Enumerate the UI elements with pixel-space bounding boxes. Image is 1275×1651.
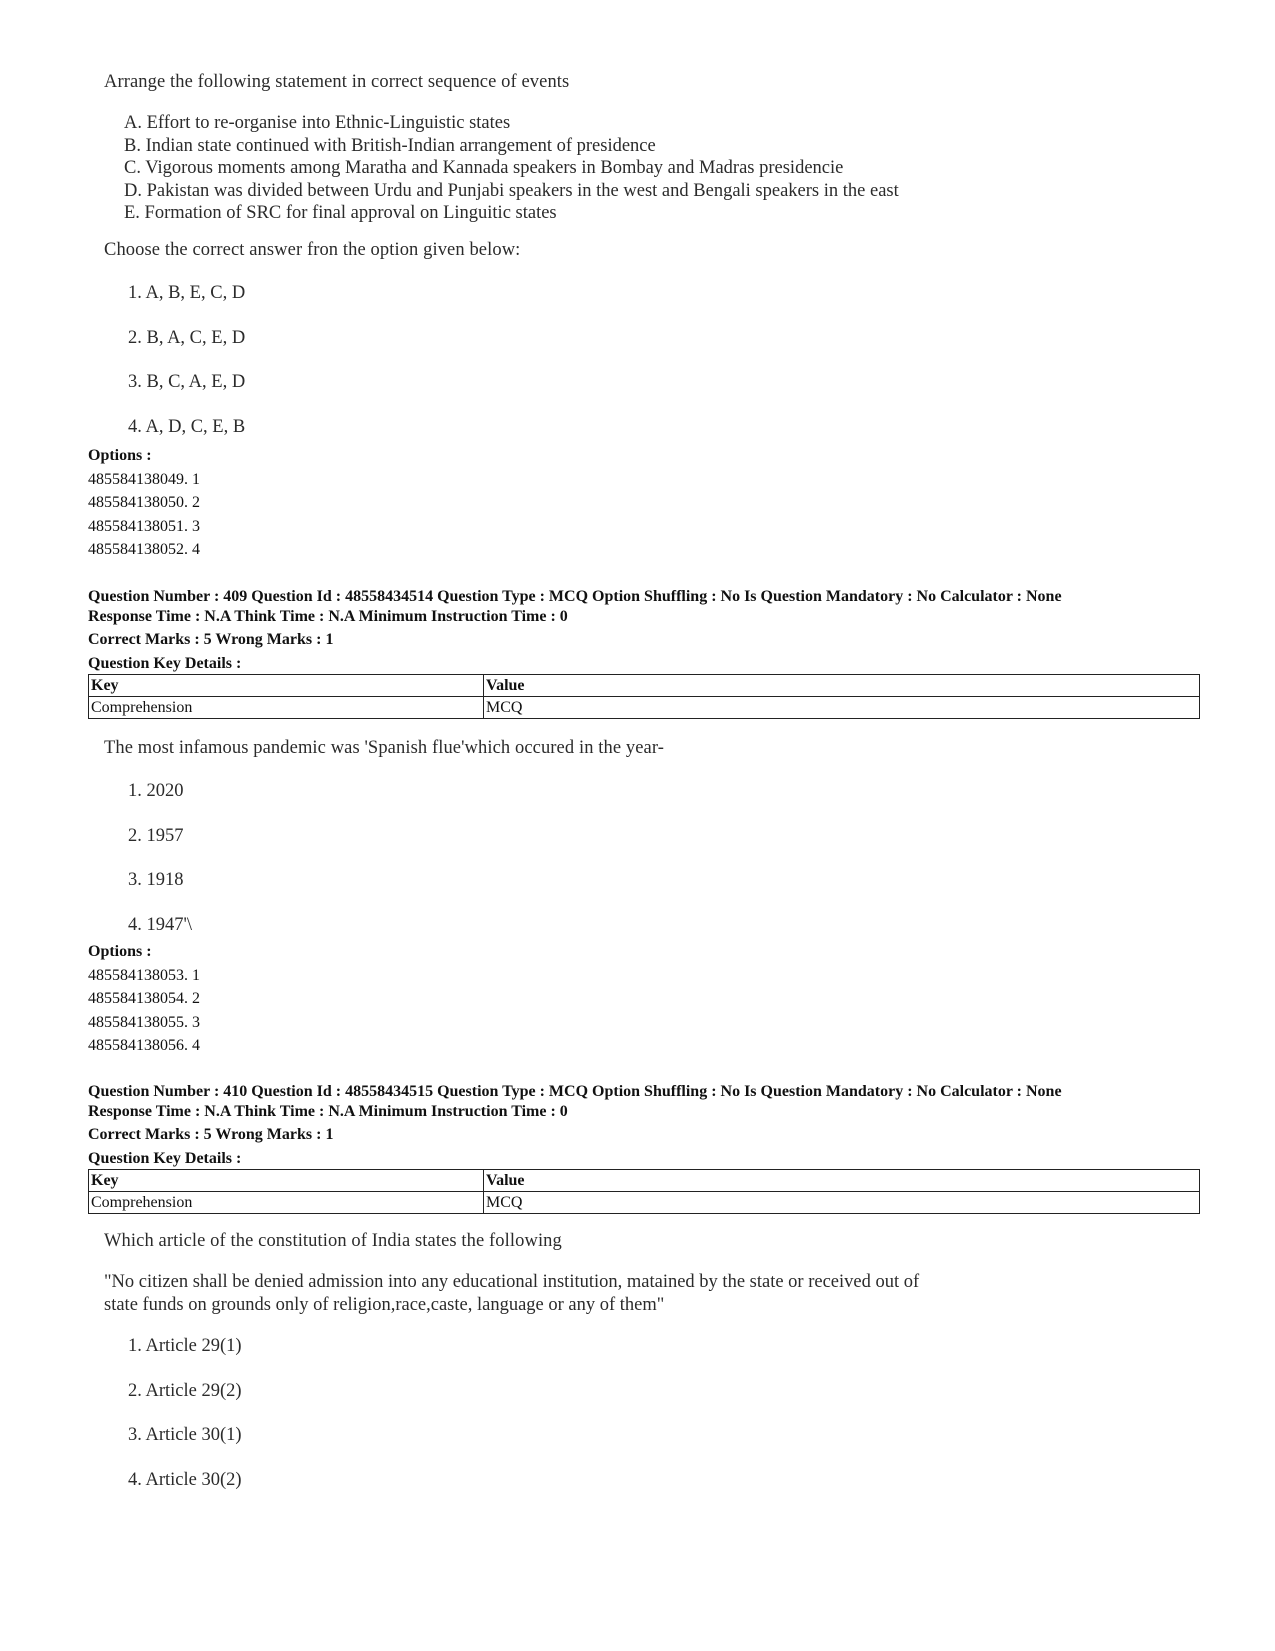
option-id: 485584138056. 4 <box>88 1037 200 1054</box>
choice-item: 2. 1957 <box>128 825 184 846</box>
q408-choices <box>128 282 245 460</box>
statement-item: D. Pakistan was divided between Urdu and Punjabi speakers in the west and Bengali speakers in the east <box>124 180 899 201</box>
question-meta-line: Question Number : 410 Question Id : 48558434515 Question Type : MCQ Option Shuffling : No Is Question Mandatory : No Calculator : None <box>88 1083 1062 1100</box>
option-id: 485584138049. 1 <box>88 470 200 488</box>
question-meta-line: Response Time : N.A Think Time : N.A Minimum Instruction Time : 0 <box>88 1102 568 1120</box>
q409-meta <box>88 587 1198 673</box>
q408-instruction: Choose the correct answer fron the option given below: <box>104 240 521 260</box>
choice-item: 3. 1918 <box>128 870 184 890</box>
choice-item: 3. Article 30(1) <box>128 1425 242 1445</box>
option-id: 485584138052. 4 <box>88 541 200 558</box>
q409-options <box>88 940 200 1058</box>
q408-options <box>88 444 200 562</box>
q408-prompt: Arrange the following statement in correct sequence of events <box>104 72 570 92</box>
q410-key-table <box>88 1169 1200 1214</box>
statement-item: C. Vigorous moments among Maratha and Kannada speakers in Bombay and Madras presidencie <box>124 158 844 178</box>
question-marks: Correct Marks : 5 Wrong Marks : 1 <box>88 631 334 648</box>
value-header-cell: Value <box>484 1170 1200 1192</box>
question-meta-line: Question Number : 409 Question Id : 48558434514 Question Type : MCQ Option Shuffling : No Is Question Mandatory : No Calculator : None <box>88 588 1062 605</box>
value-cell: MCQ <box>484 1192 1200 1214</box>
q410-meta <box>88 1082 1198 1168</box>
option-id: 485584138053. 1 <box>88 966 200 984</box>
option-id: 485584138050. 2 <box>88 494 200 511</box>
statement-item: E. Formation of SRC for final approval on Linguitic states <box>124 203 557 223</box>
options-header: Options : <box>88 447 152 464</box>
question-meta-line: Response Time : N.A Think Time : N.A Minimum Instruction Time : 0 <box>88 607 568 625</box>
choice-item: 1. A, B, E, C, D <box>128 283 246 303</box>
statement-item: B. Indian state continued with British-Indian arrangement of presidence <box>124 135 656 156</box>
option-id: 485584138055. 3 <box>88 1013 200 1031</box>
option-id: 485584138054. 2 <box>88 990 200 1007</box>
choice-item: 3. B, C, A, E, D <box>128 372 246 392</box>
value-cell: MCQ <box>484 697 1200 719</box>
q410-choices <box>128 1335 242 1513</box>
table-header-row <box>89 675 1200 697</box>
q410-prompt: Which article of the constitution of India states the following <box>104 1231 562 1251</box>
key-cell: Comprehension <box>89 1192 484 1214</box>
q409-choices <box>128 780 192 958</box>
key-details-label: Question Key Details : <box>88 654 242 672</box>
choice-item: 1. Article 29(1) <box>128 1336 242 1356</box>
choice-item: 2. Article 29(2) <box>128 1380 242 1401</box>
table-row <box>89 1192 1200 1214</box>
key-cell: Comprehension <box>89 697 484 719</box>
choice-item: 4. A, D, C, E, B <box>128 416 246 437</box>
quote-line: "No citizen shall be denied admission into any educational institution, matained by the state or received out of <box>104 1272 920 1292</box>
choice-item: 4. 1947'\ <box>128 914 192 935</box>
table-header-row <box>89 1170 1200 1192</box>
quote-line: state funds on grounds only of religion,race,caste, language or any of them" <box>104 1295 665 1315</box>
key-header-cell: Key <box>89 675 484 697</box>
q409-key-table <box>88 674 1200 719</box>
value-header-cell: Value <box>484 675 1200 697</box>
choice-item: 2. B, A, C, E, D <box>128 327 246 348</box>
statement-item: A. Effort to re-organise into Ethnic-Linguistic states <box>124 113 511 133</box>
option-id: 485584138051. 3 <box>88 517 200 535</box>
q409-prompt: The most infamous pandemic was 'Spanish flue'which occured in the year- <box>104 738 665 758</box>
key-header-cell: Key <box>89 1170 484 1192</box>
choice-item: 4. Article 30(2) <box>128 1469 242 1490</box>
q410-quote <box>104 1271 919 1317</box>
q408-statements <box>124 112 899 225</box>
options-header: Options : <box>88 943 152 960</box>
table-row <box>89 697 1200 719</box>
key-details-label: Question Key Details : <box>88 1149 242 1167</box>
choice-item: 1. 2020 <box>128 781 184 801</box>
question-marks: Correct Marks : 5 Wrong Marks : 1 <box>88 1126 334 1143</box>
